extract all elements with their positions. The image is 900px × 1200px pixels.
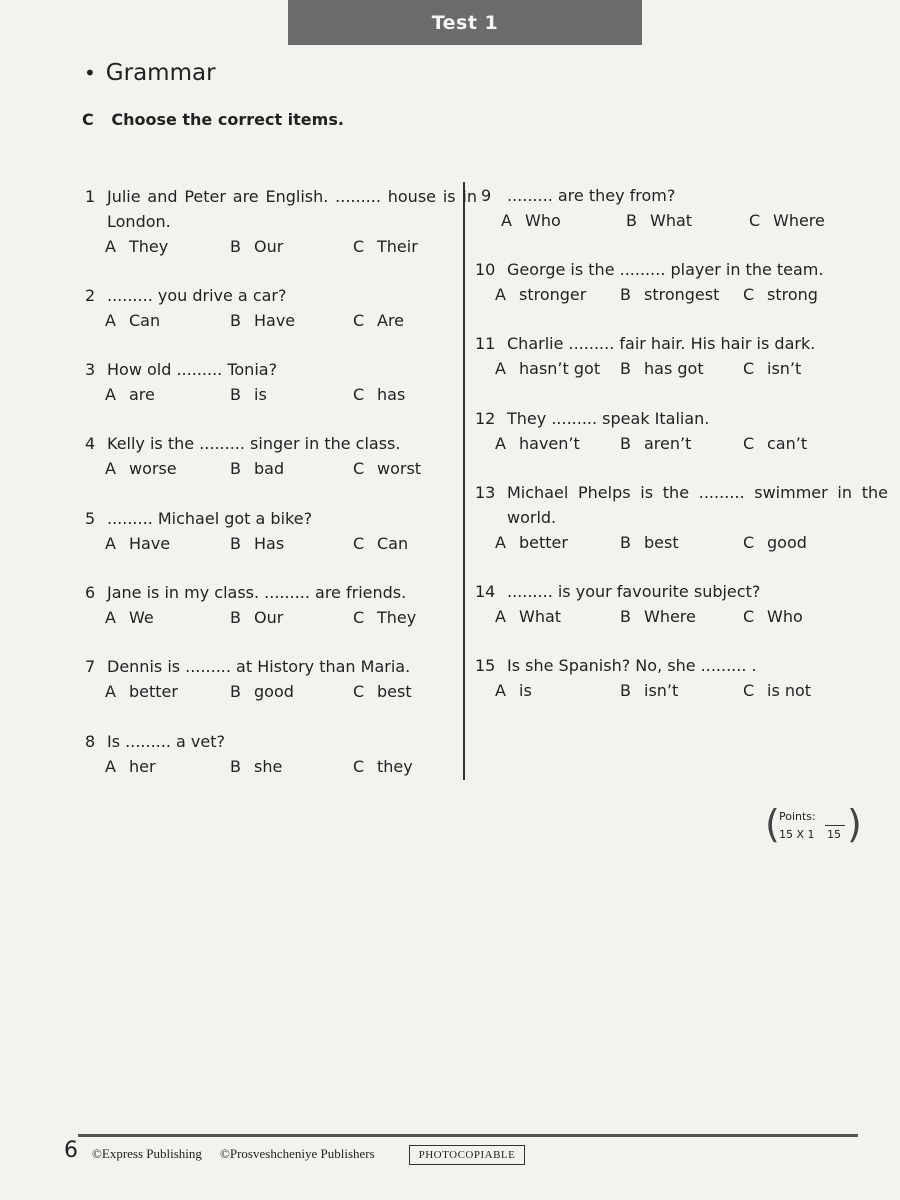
test-title: Test 1	[431, 11, 499, 34]
question-stem: Charlie ......... fair hair. His hair is dark.	[507, 334, 816, 353]
points-total: 15	[827, 828, 841, 841]
option-letter: A	[495, 607, 506, 626]
option-text: Our	[254, 608, 284, 627]
option-b[interactable]	[626, 208, 692, 233]
option-letter: B	[230, 311, 241, 330]
option-b[interactable]	[230, 679, 294, 704]
option-a[interactable]	[495, 282, 586, 307]
option-text: they	[377, 757, 413, 776]
option-letter: B	[620, 359, 631, 378]
answer-options	[85, 382, 465, 407]
option-letter: A	[501, 211, 512, 230]
option-letter: C	[353, 385, 365, 404]
option-text: Can	[377, 534, 409, 553]
option-b[interactable]	[230, 754, 282, 779]
option-text: We	[129, 608, 154, 627]
option-letter: A	[105, 757, 116, 776]
exercise-instruction	[82, 110, 344, 129]
option-letter: C	[353, 311, 365, 330]
answer-options	[85, 234, 465, 259]
option-c[interactable]	[353, 308, 404, 333]
section-heading	[84, 60, 216, 86]
option-a[interactable]	[105, 531, 170, 556]
answer-options	[481, 208, 861, 233]
question-stem: ......... Michael got a bike?	[107, 509, 313, 528]
answer-options	[475, 431, 855, 456]
option-text: are	[129, 385, 155, 404]
option-text: Where	[644, 607, 696, 626]
points-box	[765, 802, 862, 846]
option-b[interactable]	[620, 282, 719, 307]
option-text: Have	[129, 534, 171, 553]
left-paren: (	[765, 802, 780, 846]
option-c[interactable]	[743, 678, 811, 703]
option-letter: C	[743, 533, 755, 552]
option-a[interactable]	[105, 754, 156, 779]
option-letter: A	[105, 608, 116, 627]
option-letter: A	[495, 681, 506, 700]
answer-options	[85, 456, 465, 481]
option-letter: C	[353, 237, 365, 256]
option-letter: C	[749, 211, 761, 230]
answer-options	[85, 605, 465, 630]
answer-options	[475, 356, 855, 381]
option-a[interactable]	[105, 308, 160, 333]
option-a[interactable]	[105, 605, 154, 630]
option-letter: B	[230, 459, 241, 478]
question-number: 3	[85, 360, 96, 379]
option-letter: B	[620, 434, 631, 453]
option-letter: B	[230, 534, 241, 553]
option-a[interactable]	[501, 208, 561, 233]
option-b[interactable]	[620, 678, 678, 703]
option-text: isn’t	[644, 681, 679, 700]
option-letter: B	[230, 237, 241, 256]
option-text: good	[767, 533, 807, 552]
option-c[interactable]	[743, 431, 807, 456]
option-a[interactable]	[105, 456, 177, 481]
question-number: 9	[481, 186, 492, 205]
exercise-text: Choose the correct items.	[111, 110, 344, 129]
option-text: better	[129, 682, 178, 701]
answer-options	[475, 282, 855, 307]
question-stem: Is ......... a vet?	[107, 732, 225, 751]
option-text: best	[377, 682, 412, 701]
question-number: 8	[85, 732, 96, 751]
option-text: worse	[129, 459, 177, 478]
option-c[interactable]	[353, 679, 412, 704]
question-number: 2	[85, 286, 96, 305]
points-multiplier: 15 X 1	[779, 828, 815, 841]
option-a[interactable]	[495, 356, 600, 381]
option-text: is	[519, 681, 532, 700]
option-c[interactable]	[353, 382, 405, 407]
option-b[interactable]	[230, 382, 267, 407]
option-a[interactable]	[105, 234, 168, 259]
question-number: 11	[475, 334, 496, 353]
question-stem: Kelly is the ......... singer in the class.	[107, 434, 401, 453]
option-letter: A	[105, 682, 116, 701]
question-stem: George is the ......... player in the team.	[507, 260, 824, 279]
footer-rule	[78, 1134, 858, 1137]
answer-options	[475, 678, 855, 703]
option-text: Their	[377, 237, 418, 256]
option-text: aren’t	[644, 434, 692, 453]
option-text: better	[519, 533, 568, 552]
option-a[interactable]	[495, 431, 580, 456]
option-text: hasn’t got	[519, 359, 601, 378]
section-title: Grammar	[105, 60, 216, 86]
option-letter: C	[353, 757, 365, 776]
option-letter: A	[495, 285, 506, 304]
option-text: bad	[254, 459, 285, 478]
option-text: worst	[377, 459, 422, 478]
option-letter: B	[620, 285, 631, 304]
option-c[interactable]	[743, 282, 818, 307]
option-text: she	[254, 757, 283, 776]
option-letter: A	[495, 434, 506, 453]
question-stem: Dennis is ......... at History than Maria.	[107, 657, 411, 676]
option-c[interactable]	[743, 356, 801, 381]
option-letter: A	[495, 533, 506, 552]
answer-options	[85, 679, 465, 704]
option-letter: C	[743, 681, 755, 700]
option-letter: C	[743, 434, 755, 453]
option-letter: C	[353, 608, 365, 627]
option-letter: C	[353, 534, 365, 553]
question-stem: Jane is in my class. ......... are friends.	[107, 583, 407, 602]
points-fraction-line	[825, 825, 845, 826]
page-number: 6	[64, 1138, 78, 1163]
option-letter: C	[743, 285, 755, 304]
question-stem: How old ......... Tonia?	[107, 360, 278, 379]
option-c[interactable]	[353, 456, 421, 481]
option-c[interactable]	[749, 208, 825, 233]
answer-options	[85, 308, 465, 333]
option-letter: A	[105, 459, 116, 478]
option-a[interactable]	[105, 382, 155, 407]
option-text: What	[519, 607, 562, 626]
option-text: Can	[129, 311, 161, 330]
option-c[interactable]	[353, 531, 408, 556]
question-stem: Is she Spanish? No, she ......... .	[507, 656, 757, 675]
option-b[interactable]	[230, 531, 284, 556]
option-letter: B	[230, 385, 241, 404]
points-label: Points:	[779, 810, 816, 823]
option-b[interactable]	[620, 530, 679, 555]
option-letter: B	[230, 682, 241, 701]
option-b[interactable]	[230, 308, 295, 333]
question-stem: ......... you drive a car?	[107, 286, 287, 305]
option-letter: B	[620, 533, 631, 552]
option-b[interactable]	[230, 456, 284, 481]
option-letter: B	[626, 211, 637, 230]
option-text: strong	[767, 285, 818, 304]
option-a[interactable]	[105, 679, 178, 704]
question-number: 5	[85, 509, 96, 528]
question-number: 12	[475, 409, 496, 428]
option-b[interactable]	[620, 356, 704, 381]
option-letter: C	[353, 459, 365, 478]
option-a[interactable]	[495, 530, 568, 555]
answer-options	[475, 530, 855, 555]
option-letter: A	[495, 359, 506, 378]
answer-options	[85, 754, 465, 779]
question-number: 15	[475, 656, 496, 675]
option-text: good	[254, 682, 294, 701]
question-stem: They ......... speak Italian.	[507, 409, 710, 428]
question-number: 7	[85, 657, 96, 676]
option-letter: B	[620, 681, 631, 700]
option-text: Has	[254, 534, 285, 553]
option-text: can’t	[767, 434, 808, 453]
answer-options	[85, 531, 465, 556]
option-letter: A	[105, 534, 116, 553]
question-number: 6	[85, 583, 96, 602]
option-text: has	[377, 385, 406, 404]
test-title-banner	[288, 0, 642, 45]
publisher-prosveshcheniye: ©Prosveshcheniye Publishers	[220, 1146, 375, 1161]
option-text: Who	[525, 211, 561, 230]
question-number: 14	[475, 582, 496, 601]
option-letter: C	[743, 359, 755, 378]
photocopiable-label: PHOTOCOPIABLE	[409, 1145, 525, 1165]
option-letter: B	[230, 757, 241, 776]
option-b[interactable]	[230, 234, 283, 259]
option-b[interactable]	[620, 431, 691, 456]
option-text: has got	[644, 359, 704, 378]
option-text: best	[644, 533, 679, 552]
option-a[interactable]	[495, 604, 561, 629]
option-text: Have	[254, 311, 296, 330]
option-text: Who	[767, 607, 803, 626]
option-text: They	[129, 237, 169, 256]
question-stem: ......... are they from?	[507, 186, 676, 205]
option-text: Our	[254, 237, 284, 256]
question-stem: ......... is your favourite subject?	[507, 582, 761, 601]
option-text: They	[377, 608, 417, 627]
option-text: isn’t	[767, 359, 802, 378]
question-number: 4	[85, 434, 96, 453]
option-b[interactable]	[620, 604, 696, 629]
option-text: Where	[773, 211, 825, 230]
option-letter: A	[105, 385, 116, 404]
option-letter: B	[620, 607, 631, 626]
option-c[interactable]	[353, 754, 413, 779]
option-text: haven’t	[519, 434, 580, 453]
option-c[interactable]	[743, 604, 803, 629]
option-letter: B	[230, 608, 241, 627]
option-text: strongest	[644, 285, 720, 304]
question-number: 1	[85, 187, 96, 206]
answer-options	[475, 604, 855, 629]
exercise-letter: C	[82, 110, 94, 129]
publisher-express: ©Express Publishing	[92, 1146, 202, 1161]
question-number: 13	[475, 483, 496, 502]
option-text: her	[129, 757, 156, 776]
option-letter: A	[105, 237, 116, 256]
option-text: is	[254, 385, 267, 404]
right-paren: )	[847, 802, 862, 846]
question-number: 10	[475, 260, 496, 279]
question-stem: Michael Phelps is the ......... swimmer in the world.	[507, 483, 888, 527]
option-b[interactable]	[230, 605, 283, 630]
option-c[interactable]	[353, 234, 418, 259]
option-letter: C	[743, 607, 755, 626]
option-a[interactable]	[495, 678, 532, 703]
option-text: stronger	[519, 285, 587, 304]
option-c[interactable]	[743, 530, 807, 555]
question-stem: Julie and Peter are English. ......... house is in London.	[107, 187, 477, 231]
option-letter: A	[105, 311, 116, 330]
option-text: Are	[377, 311, 405, 330]
option-letter: C	[353, 682, 365, 701]
bullet: •	[84, 61, 96, 85]
option-c[interactable]	[353, 605, 416, 630]
option-text: What	[650, 211, 693, 230]
option-text: is not	[767, 681, 812, 700]
